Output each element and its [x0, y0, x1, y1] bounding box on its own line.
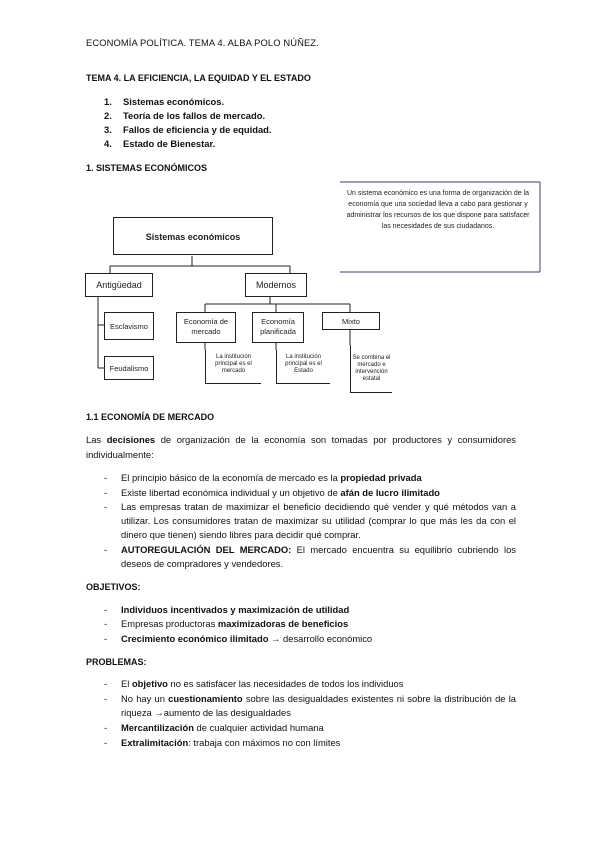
- node-economia-planificada-label: Economía planificada: [260, 317, 296, 336]
- root-node-label: Sistemas económicos: [145, 232, 241, 242]
- toc-label: Fallos de eficiencia y de equidad.: [123, 124, 272, 135]
- list-item-bold: maximizadoras de beneficios: [217, 618, 349, 629]
- root-node-sistemas: [113, 217, 273, 255]
- list-item: [121, 543, 516, 571]
- document-title: TEMA 4. LA EFICIENCIA, LA EQUIDAD Y EL ESTADO: [86, 73, 311, 83]
- list-bullet: -: [104, 618, 108, 629]
- node-economia-mercado-label: Economía de mercado: [183, 317, 229, 336]
- intro-text: de organización de la economía son tomadas por productores y consumidores individualmente:: [86, 434, 516, 460]
- toc-item: [104, 137, 272, 151]
- note-mercado-text: La institución principal es el mercado: [215, 354, 252, 374]
- node-modernos: [245, 273, 307, 297]
- list-item-bold: Mercantilización: [121, 722, 194, 733]
- list-bullet: -: [104, 472, 108, 483]
- list-bullet: -: [104, 501, 108, 512]
- node-antiguedad: [85, 273, 153, 297]
- list-item-text: → desarrollo económico: [268, 633, 373, 644]
- definition-box: [338, 185, 538, 270]
- list-item-text: no es satisfacer las necesidades de todos los individuos: [167, 678, 404, 689]
- note-estado-text: La institución principal es el Estado: [285, 354, 322, 374]
- list-bullet: -: [104, 693, 108, 704]
- list-item-text: : trabaja con máximos no con límites: [188, 737, 341, 748]
- list-item: [121, 721, 516, 735]
- list-item-text: Empresas productoras: [121, 618, 218, 629]
- list-item: [121, 500, 516, 542]
- node-feudalismo-label: Feudalismo: [109, 364, 149, 373]
- node-modernos-label: Modernos: [255, 280, 297, 290]
- section-title-sistemas: 1. SISTEMAS ECONÓMICOS: [86, 163, 208, 173]
- toc-item: [104, 95, 272, 109]
- list-item-text: El mercado encuentra su equilibrio cubriendo los deseos de compradores y vendedores.: [121, 544, 516, 569]
- list-item: [121, 617, 516, 631]
- list-bullet: -: [104, 604, 108, 615]
- list-item-text: El principio básico de la economía de mercado es la: [121, 472, 341, 483]
- list-item-bold: afán de lucro ilimitado: [340, 487, 440, 498]
- intro-bold: decisiones: [106, 434, 156, 445]
- node-mixto: [322, 312, 380, 330]
- list-item: [121, 736, 516, 750]
- list-item: [121, 632, 516, 646]
- list-bullet: -: [104, 737, 108, 748]
- node-esclavismo: [104, 312, 154, 340]
- section-title-economia-mercado: 1.1 ECONOMÍA DE MERCADO: [86, 412, 215, 422]
- list-item-bold: propiedad privada: [340, 472, 422, 483]
- list-item-text: de cualquier actividad humana: [193, 722, 324, 733]
- list-item-bold: Individuos incentivados y maximización de utilidad: [121, 604, 350, 615]
- node-feudalismo: [104, 356, 154, 380]
- list-item-bold: Crecimiento económico ilimitado: [121, 633, 269, 644]
- problemas-title: PROBLEMAS:: [86, 657, 147, 667]
- list-item: [121, 677, 516, 691]
- toc-item: [104, 109, 272, 123]
- node-economia-mercado: [176, 312, 236, 343]
- list-item-bold: cuestionamiento: [168, 693, 243, 704]
- list-item-text: Existe libertad económica individual y un objetivo de: [121, 487, 341, 498]
- list-item: [121, 471, 516, 485]
- note-mixto-text: Se combina el mercado e intervención estatal: [352, 355, 391, 382]
- page-header: ECONOMÍA POLÍTICA. TEMA 4. ALBA POLO NÚÑEZ.: [86, 37, 319, 48]
- list-item: [121, 603, 516, 617]
- definition-text: Un sistema económico es una forma de organización de la economía que una sociedad lleva a cabo para gestionar y administrar los recursos de los que dispone para satisfacer las necesidades de sus ciudadanos.: [346, 190, 530, 230]
- list-bullet: -: [104, 633, 108, 644]
- list-bullet: -: [104, 678, 108, 689]
- table-of-contents: [104, 95, 272, 151]
- note-estado: [276, 350, 330, 384]
- list-bullet: -: [104, 544, 108, 555]
- toc-number: 3.: [104, 124, 112, 135]
- note-mercado: [205, 350, 261, 384]
- list-item-bold: AUTOREGULACIÓN DEL MERCADO:: [121, 544, 292, 555]
- list-item: [121, 692, 516, 720]
- list-item-text: El: [121, 678, 132, 689]
- node-mixto-label: Mixto: [342, 317, 360, 326]
- toc-number: 2.: [104, 110, 112, 121]
- toc-number: 4.: [104, 138, 112, 149]
- list-item-bold: Extralimitación: [121, 737, 189, 748]
- list-bullet: -: [104, 487, 108, 498]
- list-item: [121, 486, 516, 500]
- toc-label: Estado de Bienestar.: [123, 138, 216, 149]
- toc-item: [104, 123, 272, 137]
- intro-paragraph: [86, 432, 516, 462]
- list-item-text: No hay un: [121, 693, 169, 704]
- node-esclavismo-label: Esclavismo: [110, 322, 148, 331]
- list-item-text: sobre las desigualdades existentes ni sobre la distribución de la riqueza →aumento de las desigualdades: [121, 693, 517, 718]
- list-item-text: Las empresas tratan de maximizar el beneficio decidiendo qué vender y qué métodos van a utilizar. Los consumidores tratan de maximizar su utilidad (comprar lo que más les da con el dinero que tienen) siendo libres para decidir qué comprar.: [121, 501, 516, 540]
- note-mixto: [350, 345, 392, 393]
- toc-label: Teoría de los fallos de mercado.: [123, 110, 266, 121]
- toc-label: Sistemas económicos.: [123, 96, 225, 107]
- node-antiguedad-label: Antigüedad: [96, 280, 142, 290]
- intro-text: Las: [86, 434, 107, 445]
- list-bullet: -: [104, 722, 108, 733]
- list-item-bold: objetivo: [131, 678, 168, 689]
- objetivos-title: OBJETIVOS:: [86, 582, 141, 592]
- toc-number: 1.: [104, 96, 112, 107]
- node-economia-planificada: [252, 312, 304, 343]
- concept-map: [80, 180, 550, 400]
